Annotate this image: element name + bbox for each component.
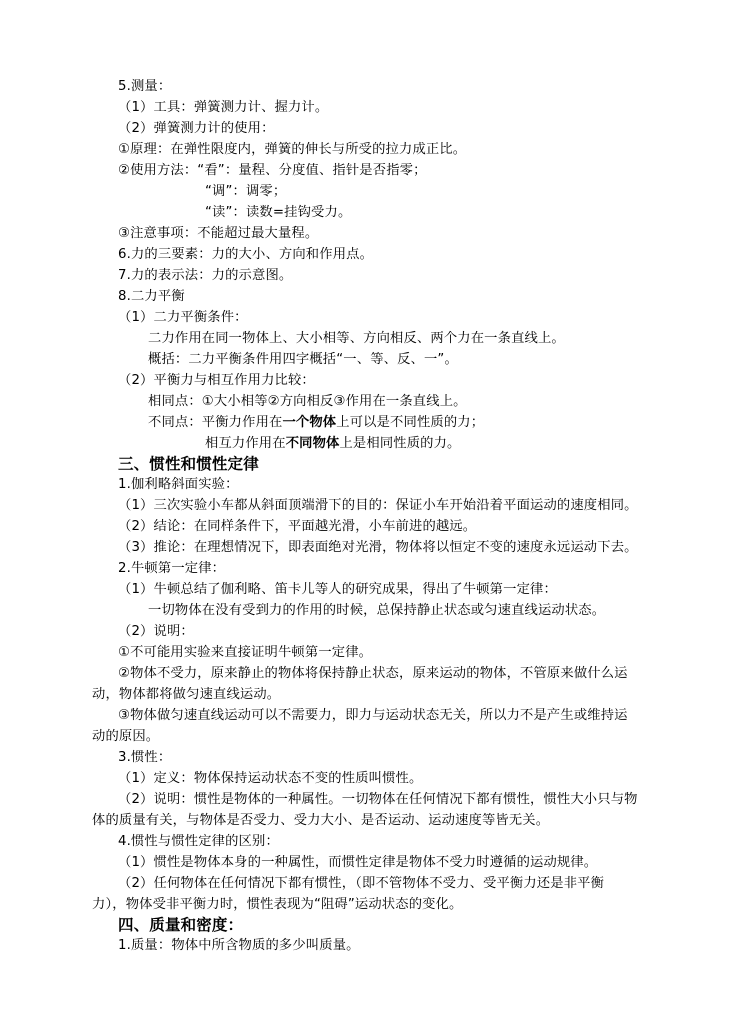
text-line: 力），物体受非平衡力时，惯性表现为“阻碍”运动状态的变化。: [92, 897, 463, 912]
text-line: ②使用方法：“看”：量程、分度值、指针是否指零；: [118, 163, 427, 178]
text-line: （3）推论：在理想情况下，即表面绝对光滑，物体将以恒定不变的速度永远运动下去。: [118, 540, 638, 555]
text-line: （2）说明：惯性是物体的一种属性。一切物体在任何情况下都有惯性，惯性大小只与物: [118, 792, 638, 807]
text-line: ①不可能用实验来直接证明牛顿第一定律。: [118, 645, 373, 660]
text-line: （1）定义：物体保持运动状态不变的性质叫惯性。: [118, 771, 423, 786]
text-line: 2.牛顿第一定律：: [118, 561, 226, 576]
text-line: 5.测量：: [118, 79, 172, 94]
text-line: 一切物体在没有受到力的作用的时候，总保持静止状态或匀速直线运动状态。: [148, 603, 606, 618]
text-line: ①原理：在弹性限度内，弹簧的伸长与所受的拉力成正比。: [118, 142, 467, 157]
text-line: 6.力的三要素：力的大小、方向和作用点。: [118, 247, 374, 262]
text-line: 不同点：平衡力作用在一个物体上可以是不同性质的力；: [148, 415, 485, 430]
section-heading: 四、质量和密度：: [118, 916, 244, 934]
text-line: （2）平衡力与相互作用力比较：: [118, 373, 315, 388]
text-line: （2）说明：: [118, 624, 194, 639]
text-line: ②物体不受力，原来静止的物体将保持静止状态，原来运动的物体，不管原来做什么运: [118, 666, 628, 681]
text-line: （1）惯性是物体本身的一种属性，而惯性定律是物体不受力时遵循的运动规律。: [118, 855, 598, 870]
text-line: 动的原因。: [92, 729, 160, 744]
text-line: （2）弹簧测力计的使用：: [118, 121, 275, 136]
text-line: 7.力的表示法：力的示意图。: [118, 268, 293, 283]
text-line: 相同点：①大小相等②方向相反③作用在一条直线上。: [148, 394, 467, 409]
text-line: 动，物体都将做匀速直线运动。: [92, 687, 281, 702]
text-line: 概括：二力平衡条件用四字概括“一、等、反、一”。: [148, 352, 458, 367]
text-line: （2）任何物体在任何情况下都有惯性，（即不管物体不受力、受平衡力还是非平衡: [118, 876, 605, 891]
section-heading: 三、惯性和惯性定律: [118, 455, 259, 473]
text-line: 4.惯性与惯性定律的区别：: [118, 834, 279, 849]
text-line: （2）结论：在同样条件下，平面越光滑，小车前进的越远。: [118, 519, 477, 534]
text-line: “调”：调零；: [205, 184, 287, 199]
text-line: 1.伽利略斜面实验：: [118, 477, 239, 492]
text-line: 1.质量：物体中所含物质的多少叫质量。: [118, 938, 360, 953]
text-line: 相互力作用在不同物体上是相同性质的力。: [205, 436, 461, 451]
text-line: 3.惯性：: [118, 750, 172, 765]
text-line: 体的质量有关，与物体是否受力、受力大小、是否运动、运动速度等皆无关。: [92, 813, 550, 828]
text-line: （1）二力平衡条件：: [118, 310, 248, 325]
text-line: （1）三次实验小车都从斜面顶端滑下的目的：保证小车开始沿着平面运动的速度相同。: [118, 498, 638, 513]
text-line: ③注意事项：不能超过最大量程。: [118, 226, 319, 241]
text-line: ③物体做匀速直线运动可以不需要力，即力与运动状态无关，所以力不是产生或维持运: [118, 708, 628, 723]
text-line: 二力作用在同一物体上、大小相等、方向相反、两个力在一条直线上。: [148, 331, 565, 346]
text-line: “读”：读数=挂钩受力。: [205, 205, 352, 220]
text-line: （1）工具：弹簧测力计、握力计。: [118, 100, 329, 115]
text-line: （1）牛顿总结了伽利略、笛卡儿等人的研究成果，得出了牛顿第一定律：: [118, 582, 557, 597]
text-line: 8.二力平衡: [118, 289, 185, 304]
